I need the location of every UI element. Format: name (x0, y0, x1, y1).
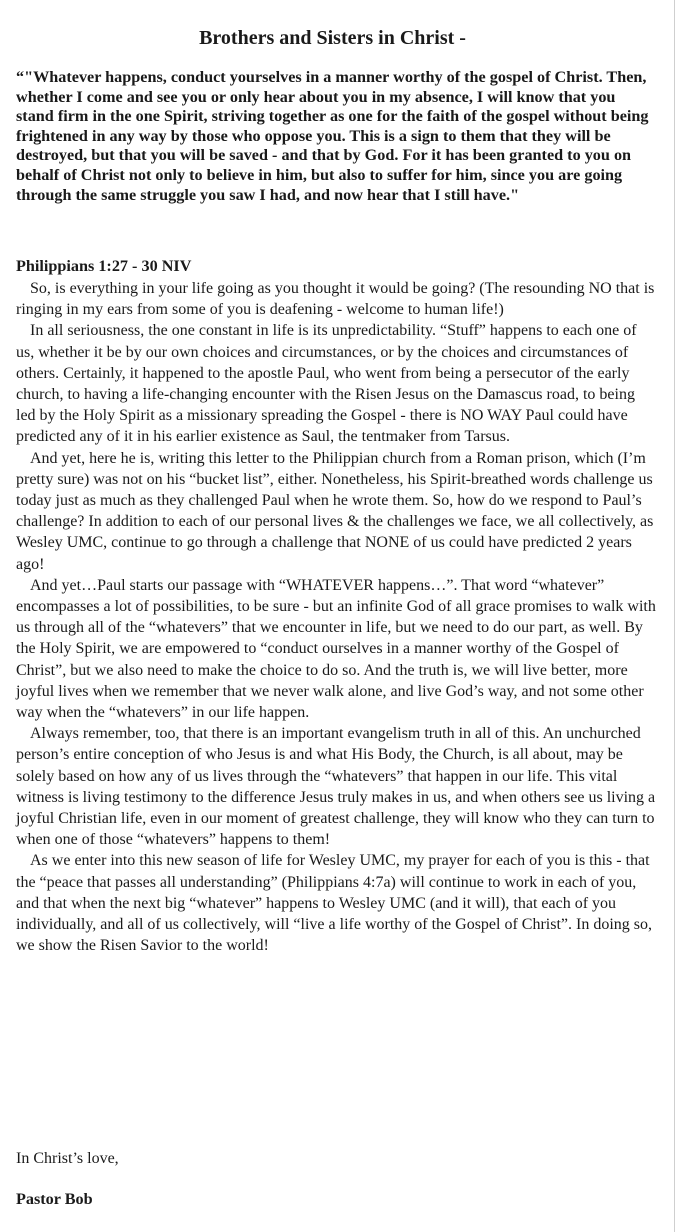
body-paragraph: So, is everything in your life going as you thought it would be going? (The resounding NO that is ringing in my ears from some of you is deafening - welcome to human life!) (16, 280, 655, 319)
body-paragraph: Always remember, too, that there is an important evangelism truth in all of this. An unchurched person’s entire conception of who Jesus is and what His Body, the Church, is all about, may be solely based on how any of us lives through the “whatevers” that happen in our life. This vital witness is living testimony to the difference Jesus truly makes in us, and when others see us living a joyful Christian life, even in our moment of greatest challenge, they will know who they can turn to when one of those “whatevers” happens to them! (16, 725, 656, 849)
body-paragraph: As we enter into this new season of life for Wesley UMC, my prayer for each of you is this - that the “peace that passes all understanding” (Philippians 4:7a) will continue to work in each of you, and that when the next big “whatever” happens to Wesley UMC (and it will), that each of you individually, and all of us collectively, will “live a life worthy of the Gospel of Christ”. In doing so, we show the Risen Savior to the world! (16, 852, 653, 955)
body-paragraph: And yet, here he is, writing this letter to the Philippian church from a Roman prison, which (I’m pretty sure) was not on his “bucket list”, either. Nonetheless, his Spirit-breathed words challenge us today just as much as they challenged Paul when he wrote them. So, how do we respond to Paul’s challenge? In addition to each of our personal lives & the challenges we face, we all collectively, as Wesley UMC, continue to go through a challenge that NONE of us could have predicted 2 years ago! (16, 449, 654, 573)
scripture-quote: “"Whatever happens, conduct yourselves in a manner worthy of the gospel of Christ. Then, whether I come and see you or only hear about you in my absence, I will know that you stand firm in the one Spirit, striving together as one for the faith of the gospel without being frightened in any way by those who oppose you. This is a sign to them that they will be destroyed, but that you will be saved - and that by God. For it has been granted to you on behalf of Christ not only to believe in him, but also to suffer for him, since you are going through the same struggle you saw I had, and now hear that I still have." (16, 68, 649, 204)
scripture-reference: Philippians 1:27 - 30 NIV (16, 257, 192, 275)
letter-title: Brothers and Sisters in Christ - (199, 27, 466, 49)
letter-body (16, 278, 658, 957)
letter-signature: Pastor Bob (16, 1190, 93, 1208)
letter-closing: In Christ’s love, (16, 1150, 119, 1167)
body-paragraph: In all seriousness, the one constant in life is its unpredictability. “Stuff” happens to each one of us, whether it be by our own choices and circumstances, or by the choices and circumstances of others. Certainly, it happened to the apostle Paul, who went from being a persecutor of the early church, to having a life-changing encounter with the Risen Jesus on the Damascus road, to being led by the Holy Spirit as a missionary spreading the Gospel - there is NO WAY Paul could have predicted any of it in his earlier existence as Saul, the tentmaker from Tarsus. (16, 322, 637, 446)
body-paragraph: And yet…Paul starts our passage with “WHATEVER happens…”. That word “whatever” encompasses a lot of possibilities, to be sure - but an infinite God of all grace promises to walk with us through all of the “whatevers” that we encounter in life, but we need to do our part, as well. By the Holy Spirit, we are empowered to “conduct ourselves in a manner worthy of the Gospel of Christ”, but we also need to make the choice to do so. And the truth is, we will live better, more joyful lives when we remember that we never walk alone, and live God’s way, and not some other way when the “whatevers” in our life happen. (16, 576, 656, 722)
